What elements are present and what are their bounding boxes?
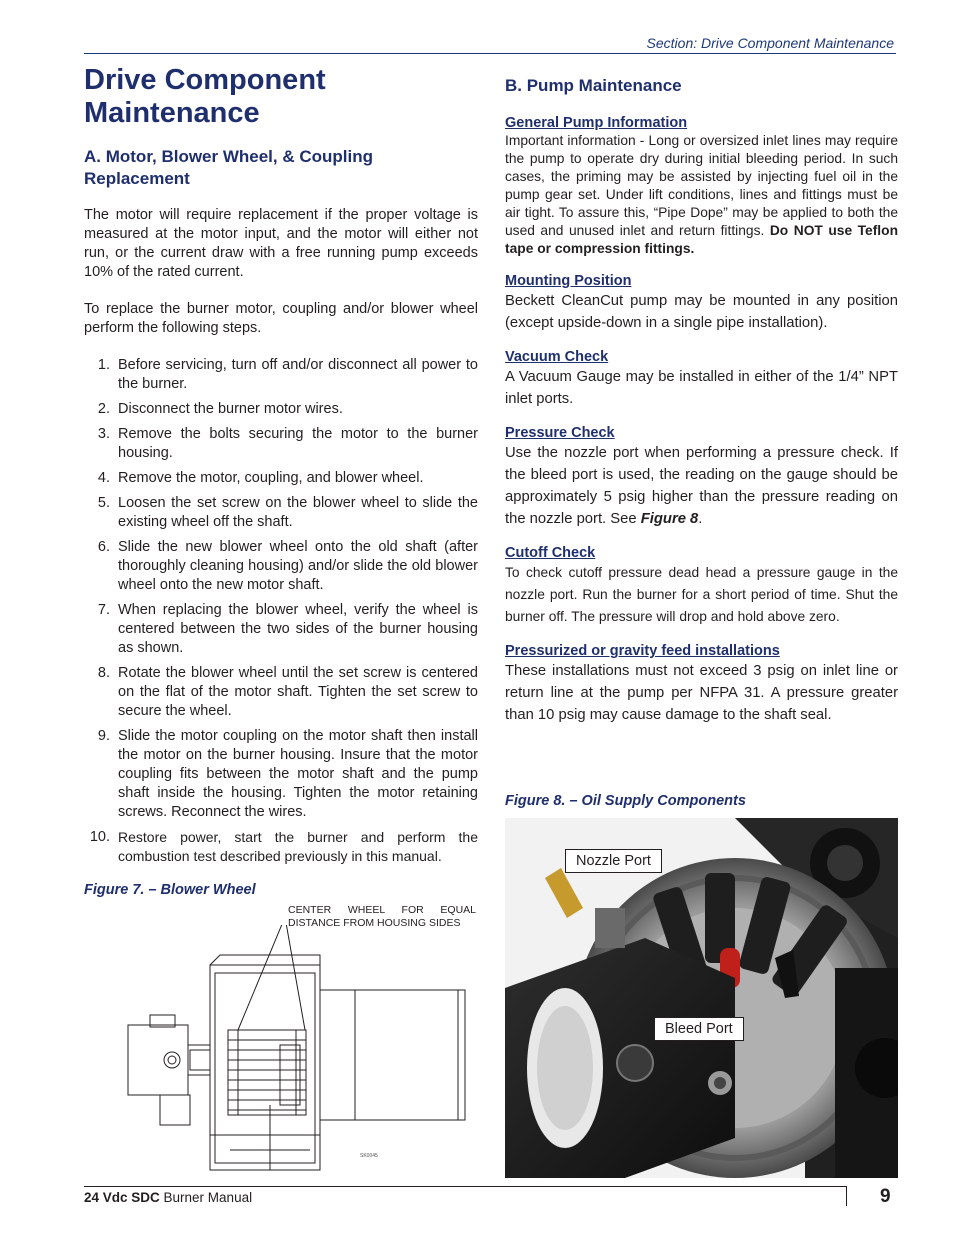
mounting-position-heading: Mounting Position bbox=[505, 273, 632, 289]
nozzle-port-callout: Nozzle Port bbox=[565, 849, 662, 873]
general-pump-info-text bbox=[505, 132, 898, 258]
bottom-rule-tick bbox=[846, 1186, 847, 1206]
list-item bbox=[84, 601, 478, 658]
figure-7-annotation: CENTER WHEEL FOR EQUAL DISTANCE FROM HOUSING SIDES bbox=[288, 904, 476, 929]
list-item bbox=[84, 469, 478, 488]
section-header: Section: Drive Component Maintenance bbox=[646, 35, 894, 51]
step-number: 2. bbox=[97, 401, 110, 417]
oil-supply-photo bbox=[505, 818, 898, 1178]
bleed-port-callout: Bleed Port bbox=[654, 1017, 744, 1041]
footer-manual-rest: Burner Manual bbox=[159, 1190, 253, 1205]
step-text: Remove the bolts securing the motor to the burner housing. bbox=[118, 426, 478, 461]
figure-8-reference: Figure 8 bbox=[640, 511, 699, 527]
step-number: 5. bbox=[97, 495, 110, 511]
pressure-check-block bbox=[505, 424, 898, 530]
list-item bbox=[84, 494, 478, 532]
vacuum-check-heading: Vacuum Check bbox=[505, 349, 609, 365]
mounting-position-block bbox=[505, 272, 898, 334]
general-pump-info-body: Important information - Long or oversized inlet lines may require the pump to operate dry during initial bleeding period. In such cases, the priming may be assisted by injecting fuel oil in the pump gear set. Under lift conditions, lines and fittings must be air tight. To assure this, “Pipe Dope” may be applied to both the used and unused inlet and return fittings. bbox=[505, 133, 898, 238]
bottom-rule bbox=[84, 1186, 846, 1187]
blower-wheel-diagram bbox=[120, 925, 480, 1180]
step-number: 7. bbox=[97, 602, 110, 618]
step-text: Remove the motor, coupling, and blower wheel. bbox=[118, 470, 424, 486]
step-text: Rotate the blower wheel until the set screw is centered on the flat of the motor shaft. Tighten the set screw to secure the wheel. bbox=[118, 665, 478, 719]
pump-photo-illustration bbox=[505, 818, 898, 1178]
motor-intro-paragraph: The motor will require replacement if the proper voltage is measured at the motor input, and the motor will either not run, or the current draw with a free running pump exceeds 10% of the rated current. bbox=[84, 207, 478, 280]
page-number: 9 bbox=[880, 1186, 891, 1207]
subsection-title-motor: A. Motor, Blower Wheel, & Coupling Replacement bbox=[84, 147, 373, 188]
list-item bbox=[84, 400, 478, 419]
cutoff-check-text: To check cutoff pressure dead head a pressure gauge in the nozzle port. Run the burner for a short period of time. Shut the burner off. The pressure will drop and hold above zero. bbox=[505, 565, 898, 624]
mounting-position-text: Beckett CleanCut pump may be mounted in any position (except upside-down in a single pipe installation). bbox=[505, 293, 898, 331]
cutoff-check-heading: Cutoff Check bbox=[505, 545, 596, 561]
page-title: Drive Component Maintenance bbox=[84, 64, 326, 129]
teflon-warning: Do NOT use Teflon tape or compression fittings. bbox=[505, 223, 898, 256]
pressure-check-text bbox=[505, 442, 898, 530]
footer-manual-title bbox=[84, 1190, 252, 1205]
step-number: 10. bbox=[89, 829, 110, 845]
gravity-feed-heading: Pressurized or gravity feed installations bbox=[505, 643, 780, 659]
gravity-feed-block bbox=[505, 642, 898, 726]
pressure-check-end: . bbox=[698, 511, 703, 527]
pressure-check-body: Use the nozzle port when performing a pressure check. If the bleed port is used, the reading on the gauge should be approximately 5 psig higher than the pressure reading on the nozzle port. See bbox=[505, 445, 898, 527]
step-number: 4. bbox=[97, 470, 110, 486]
pressure-check-heading: Pressure Check bbox=[505, 425, 615, 441]
list-item bbox=[84, 664, 478, 721]
list-item bbox=[84, 538, 478, 595]
top-rule bbox=[84, 53, 896, 54]
step-number: 6. bbox=[97, 539, 110, 555]
step-number: 3. bbox=[97, 426, 110, 442]
step-text: Slide the motor coupling on the motor shaft then install the motor on the burner housing. Insure that the motor coupling fits between the motor shaft and the pump shaft inside the housing. Tighten the motor retaining screws. Reconnect the wires. bbox=[118, 728, 478, 820]
figure-7-caption: Figure 7. – Blower Wheel bbox=[84, 882, 256, 898]
general-pump-info-heading: General Pump Information bbox=[505, 115, 688, 131]
step-text: Slide the new blower wheel onto the old shaft (after thoroughly cleaning housing) and/or slide the old blower wheel onto the new motor shaft. bbox=[118, 539, 478, 593]
step-number: 8. bbox=[97, 665, 110, 681]
right-column bbox=[505, 64, 898, 740]
step-text: Loosen the set screw on the blower wheel to slide the existing wheel off the shaft. bbox=[118, 495, 478, 530]
list-item bbox=[84, 425, 478, 463]
replacement-steps-list bbox=[84, 356, 478, 866]
figure-7-code: SK0045 bbox=[360, 1153, 378, 1159]
vacuum-check-text: A Vacuum Gauge may be installed in either of the 1/4” NPT inlet ports. bbox=[505, 369, 898, 407]
footer-manual-bold: 24 Vdc SDC bbox=[84, 1190, 160, 1205]
step-text: Before servicing, turn off and/or disconnect all power to the burner. bbox=[118, 357, 478, 392]
list-item bbox=[84, 727, 478, 822]
step-text: When replacing the blower wheel, verify the wheel is centered between the two sides of the burner housing as shown. bbox=[118, 602, 478, 656]
step-text: Disconnect the burner motor wires. bbox=[118, 401, 343, 417]
step-number: 9. bbox=[97, 728, 110, 744]
general-pump-info-block bbox=[505, 114, 898, 258]
gravity-feed-text: These installations must not exceed 3 psig on inlet line or return line at the pump per NFPA 31. A pressure greater than 10 psig may cause damage to the shaft seal. bbox=[505, 663, 898, 723]
list-item bbox=[84, 828, 478, 866]
pump-maintenance-title: B. Pump Maintenance bbox=[505, 76, 682, 95]
steps-intro-paragraph: To replace the burner motor, coupling and/or blower wheel perform the following steps. bbox=[84, 301, 478, 336]
step-text: Restore power, start the burner and perform the combustion test described previously in this manual. bbox=[118, 829, 478, 864]
step-number: 1. bbox=[97, 357, 110, 373]
list-item bbox=[84, 356, 478, 394]
figure-8-caption: Figure 8. – Oil Supply Components bbox=[505, 793, 746, 809]
cutoff-check-block bbox=[505, 544, 898, 628]
vacuum-check-block bbox=[505, 348, 898, 410]
left-column bbox=[84, 64, 478, 898]
